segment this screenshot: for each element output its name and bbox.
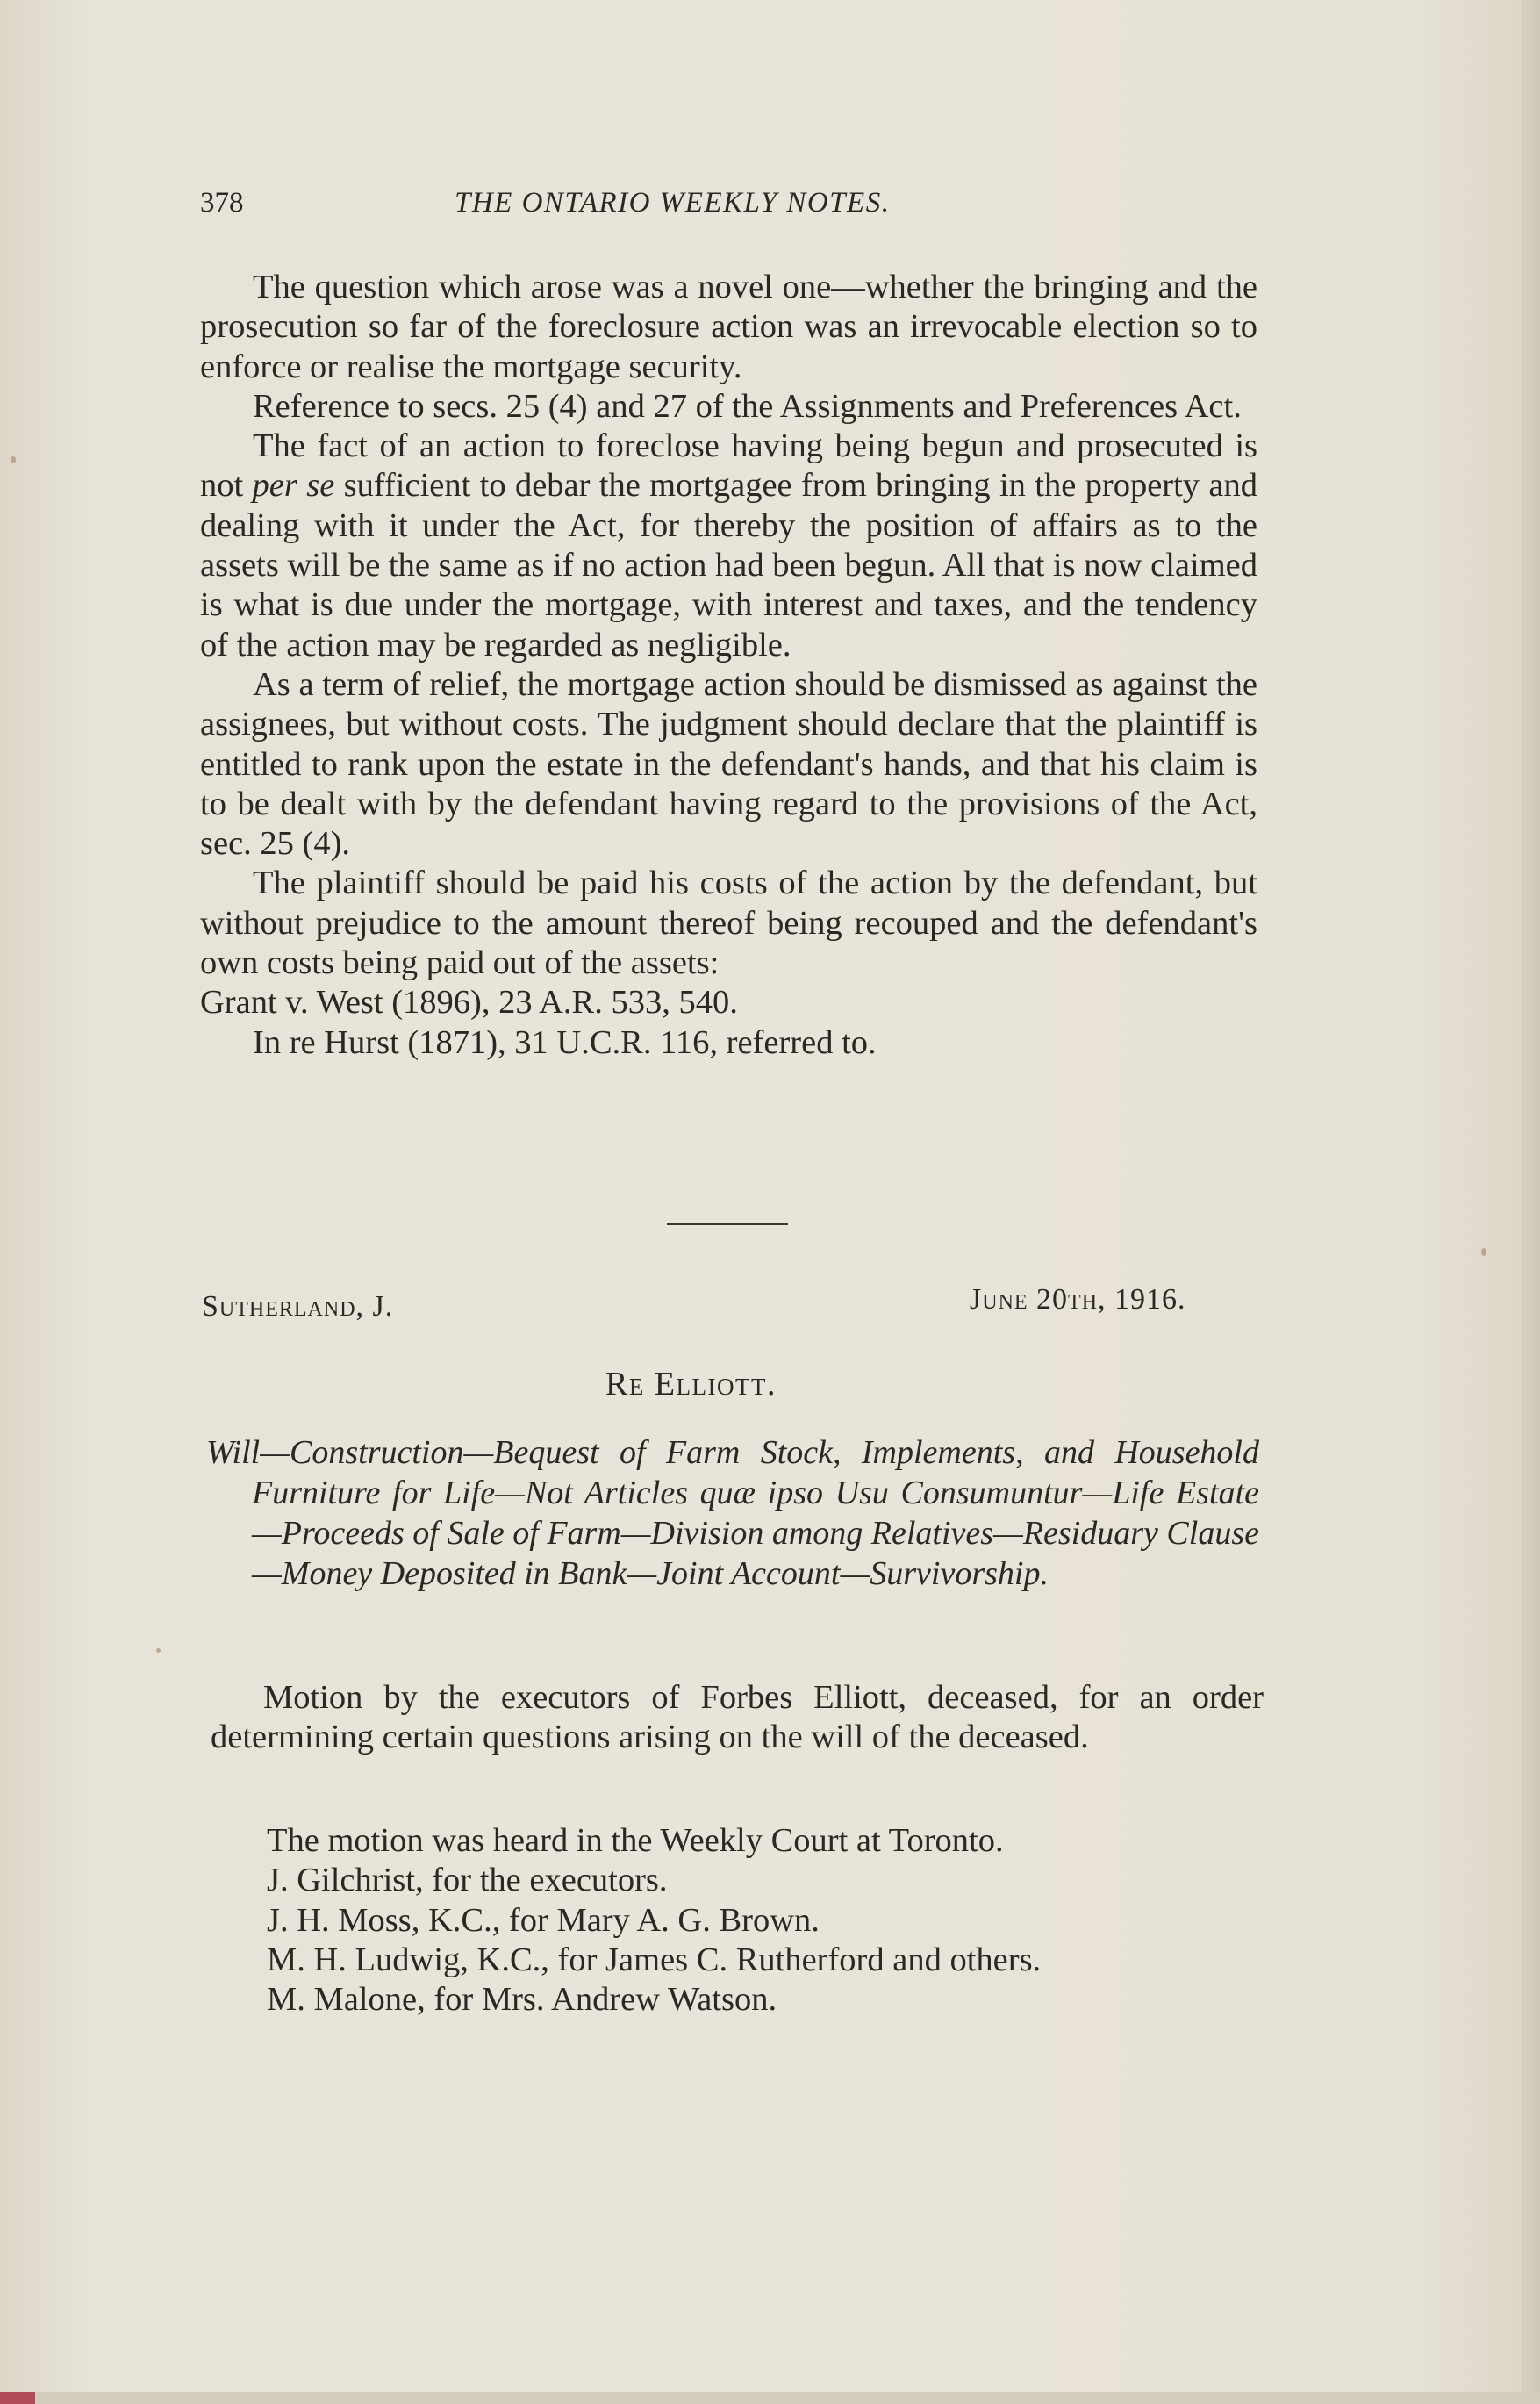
appearance-line: M. Malone, for Mrs. Andrew Watson. (267, 1981, 777, 2019)
paragraph: The fact of an action to foreclose having being begun and prosecuted is not per se sufficient to debar the mortgagee from bringing in the property and dealing with it under the Act, for thereby the position of affairs as to the assets will be the same as if no action had been begun. All that is now claimed is what is due under the mortgage, with interest and taxes, and the tendency of the action may be regarded as negligible. (200, 427, 1257, 664)
case-title: Re Elliott. (605, 1366, 777, 1403)
paragraph: Reference to secs. 25 (4) and 27 of the Assignments and Preferences Act. (253, 387, 1242, 425)
paragraph: The plaintiff should be paid his costs of the action by the defendant, but without prejudice to the amount thereof being recouped and the defendant's own costs being paid out of the assets: (200, 865, 1257, 982)
section-divider (667, 1223, 788, 1225)
appearance-line: The motion was heard in the Weekly Court at Toronto. (267, 1822, 1004, 1859)
italic-term: per se (252, 467, 335, 505)
paper-speck (1481, 1248, 1486, 1256)
running-head (200, 183, 1253, 223)
citation: In re Hurst (1871), 31 U.C.R. 116, referred to. (253, 1023, 877, 1061)
paper-speck (156, 1648, 161, 1653)
paragraph: As a term of relief, the mortgage action should be dismissed as against the assignees, but without costs. The judgment should declare that the plaintiff is entitled to rank upon the estate in the defendant's hands, and that his claim is to be dealt with by the defendant having regard to the provisions of the Act, sec. 25 (4). (200, 665, 1257, 863)
paragraph: Motion by the executors of Forbes Elliott, deceased, for an order determining certain questions arising on the will of the deceased. (211, 1679, 1264, 1756)
page-bottom-edge (0, 2392, 1540, 2404)
page-number: 378 (200, 187, 244, 219)
previous-case-text (200, 268, 1257, 1063)
page-edge-shadow (1521, 0, 1540, 2404)
appearance-line: J. H. Moss, K.C., for Mary A. G. Brown. (267, 1901, 820, 1939)
corner-mark (0, 2392, 35, 2404)
appearance-line: M. H. Ludwig, K.C., for James C. Rutherford and others. (267, 1941, 1042, 1978)
appearance-line: J. Gilchrist, for the executors. (267, 1862, 668, 1899)
appearances (211, 1821, 1264, 2020)
judge-name: Sutherland, J. (202, 1290, 394, 1323)
citation: Grant v. West (1896), 23 A.R. 533, 540. (200, 984, 738, 1022)
journal-title: THE ONTARIO WEEKLY NOTES. (455, 187, 891, 219)
paragraph: The question which arose was a novel one—whether the bringing and the prosecution so far of the foreclosure action was an irrevocable election so to enforce or realise the mortgage security. (200, 269, 1257, 385)
paper-speck (11, 456, 16, 463)
headnote: Will—Construction—Bequest of Farm Stock, Implements, and Household Furniture for Life—Not Articles quæ ipso Usu Consumuntur—Life Estate—Proceeds of Sale of Farm—Division among Relatives—Residuary Clause—Money Deposited in Bank—Joint Account—Survivorship. (206, 1434, 1259, 1592)
motion-text (211, 1678, 1264, 1758)
decision-date: June 20th, 1916. (970, 1283, 1186, 1316)
